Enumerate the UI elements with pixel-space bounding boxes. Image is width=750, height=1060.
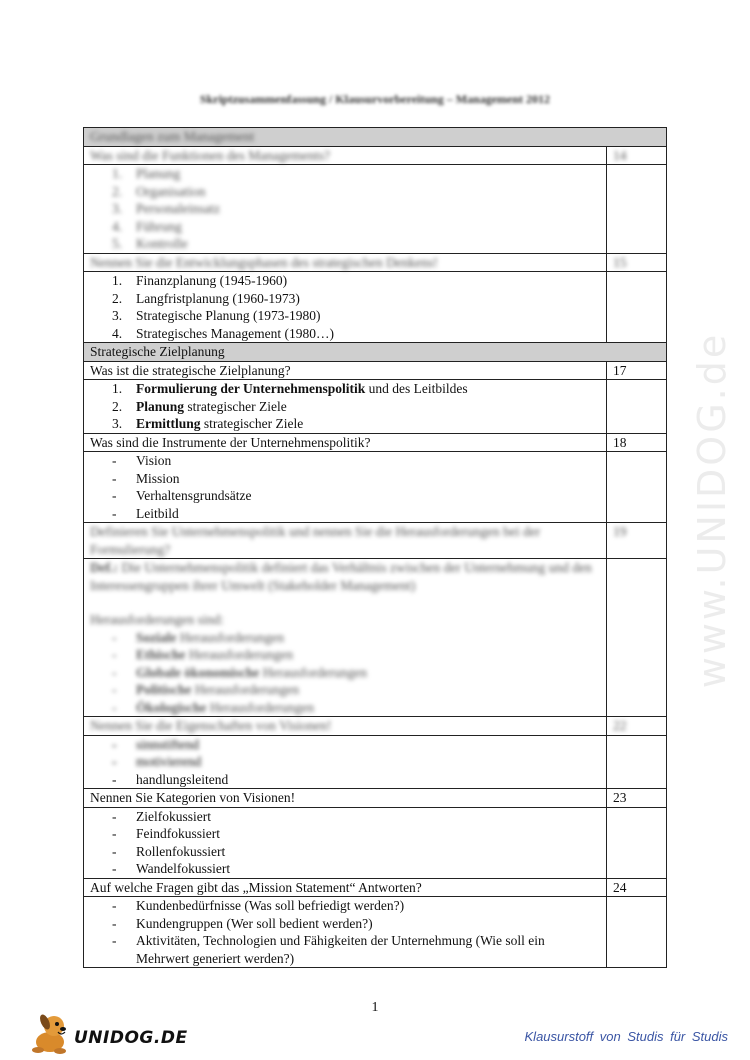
list-item bbox=[90, 218, 600, 236]
list-item-bold: Formulierung der Unternehmenspolitik bbox=[136, 381, 366, 396]
list-marker: 2. bbox=[112, 290, 123, 306]
list-item bbox=[90, 452, 600, 470]
question-cell bbox=[84, 717, 607, 736]
watermark: www.UNIDOG.de bbox=[690, 331, 734, 689]
answer-content bbox=[90, 165, 600, 253]
list-item-text: Vision bbox=[136, 453, 172, 468]
question-row bbox=[84, 717, 667, 736]
list-item bbox=[90, 736, 600, 754]
list-item-bold: Politische bbox=[136, 682, 192, 697]
question-cell bbox=[84, 253, 607, 272]
list-item-text: Organisation bbox=[136, 183, 206, 199]
answer-row bbox=[84, 735, 667, 789]
list-item bbox=[90, 825, 600, 843]
answer-row bbox=[84, 559, 667, 717]
question-row bbox=[84, 253, 667, 272]
list-item bbox=[90, 470, 600, 488]
list-marker: 1. bbox=[112, 273, 123, 288]
list-item bbox=[90, 325, 600, 343]
question-cell bbox=[84, 523, 607, 559]
page-ref: 22 bbox=[613, 718, 627, 733]
list-item-text: Mission bbox=[136, 470, 180, 486]
challenge-list bbox=[90, 629, 600, 717]
list-item-text: motivierend bbox=[136, 754, 202, 769]
list-marker: - bbox=[112, 915, 117, 931]
page-ref-cell bbox=[607, 789, 667, 808]
list-marker: - bbox=[112, 682, 117, 697]
question-cell bbox=[84, 433, 607, 452]
list-marker: - bbox=[112, 699, 117, 715]
answer-page-cell bbox=[607, 559, 667, 717]
list-item-bold: Soziale bbox=[136, 629, 177, 645]
list-item bbox=[90, 380, 600, 398]
answer-page-cell bbox=[607, 380, 667, 434]
list-item bbox=[90, 235, 600, 253]
list-item bbox=[90, 505, 600, 523]
question-text: Nennen Sie Kategorien von Visionen! bbox=[90, 790, 296, 805]
list-item-text: Führung bbox=[136, 218, 182, 234]
page-ref-cell bbox=[607, 146, 667, 165]
list-item-text: Zielfokussiert bbox=[136, 808, 211, 824]
bullet-list bbox=[90, 808, 600, 878]
list-item bbox=[90, 808, 600, 826]
list-item-text: Langfristplanung (1960-1973) bbox=[136, 290, 300, 306]
list-marker: 3. bbox=[112, 308, 123, 323]
list-marker: - bbox=[112, 505, 117, 521]
page-ref: 14 bbox=[613, 147, 627, 163]
list-item-text: Strategisches Management (1980…) bbox=[136, 325, 334, 341]
question-cell bbox=[84, 878, 607, 897]
answer-cell bbox=[84, 735, 607, 789]
list-marker: - bbox=[112, 754, 117, 769]
numbered-list bbox=[90, 272, 600, 342]
list-marker: 2. bbox=[112, 183, 123, 199]
question-row bbox=[84, 878, 667, 897]
subheading: Herausforderungen sind: bbox=[90, 612, 224, 627]
list-item-text: strategischer Ziele bbox=[200, 416, 304, 431]
list-item bbox=[90, 398, 600, 416]
question-text: Was ist die strategische Zielplanung? bbox=[90, 362, 291, 378]
list-item bbox=[90, 771, 600, 789]
page-ref-cell bbox=[607, 523, 667, 559]
section-row bbox=[84, 343, 667, 362]
list-item bbox=[90, 487, 600, 505]
section-heading bbox=[84, 128, 667, 147]
page-ref: 19 bbox=[613, 524, 627, 539]
list-item bbox=[90, 860, 600, 878]
list-item-text: Wandelfokussiert bbox=[136, 861, 231, 876]
footer-slogan: Klausurstoff von Studis für Studis bbox=[524, 1029, 728, 1044]
list-item-text: Herausforderungen bbox=[191, 682, 300, 697]
list-item bbox=[90, 183, 600, 201]
answer-cell bbox=[84, 380, 607, 434]
section-heading-text: Grundlagen zum Management bbox=[90, 129, 255, 144]
section-heading-text: Strategische Zielplanung bbox=[90, 344, 225, 359]
list-marker: 3. bbox=[112, 201, 123, 216]
answer-row bbox=[84, 452, 667, 523]
dog-mascot-icon bbox=[28, 1012, 74, 1054]
definition-text: Die Unternehmenspolitik definiert das Verhältnis zwischen der Unternehmung und den Interessengruppen ihrer Umwelt (Stakeholder Management) bbox=[90, 560, 592, 593]
list-item bbox=[90, 932, 600, 967]
list-item bbox=[90, 272, 600, 290]
question-row bbox=[84, 433, 667, 452]
list-item-text: Herausforderungen bbox=[259, 664, 367, 680]
list-marker: - bbox=[112, 736, 117, 752]
list-marker: - bbox=[112, 453, 117, 468]
question-text: Nennen Sie die Entwicklungsphasen des strategischen Denkens! bbox=[90, 254, 438, 270]
answer-page-cell bbox=[607, 807, 667, 878]
list-item-text: Finanzplanung (1945-1960) bbox=[136, 273, 288, 288]
list-item bbox=[90, 897, 600, 915]
list-marker: 1. bbox=[112, 166, 123, 181]
answer-page-cell bbox=[607, 897, 667, 968]
list-marker: 2. bbox=[112, 398, 123, 414]
list-marker: - bbox=[112, 647, 117, 662]
page-ref-cell bbox=[607, 361, 667, 380]
list-item-text: handlungsleitend bbox=[136, 771, 229, 787]
list-marker: - bbox=[112, 861, 117, 876]
numbered-list bbox=[90, 165, 600, 253]
answer-row bbox=[84, 380, 667, 434]
list-item bbox=[90, 200, 600, 218]
question-row bbox=[84, 789, 667, 808]
list-item bbox=[90, 915, 600, 933]
definition-label: Def.: bbox=[90, 560, 119, 575]
list-item-text: Kundenbedürfnisse (Was soll befriedigt werden?) bbox=[136, 898, 405, 913]
answer-content bbox=[90, 272, 600, 342]
question-row bbox=[84, 146, 667, 165]
list-item-text: Kundengruppen (Wer soll bedient werden?) bbox=[136, 915, 373, 931]
bullet-list bbox=[90, 897, 600, 967]
list-marker: - bbox=[112, 898, 117, 913]
question-text: Definieren Sie Unternehmenspolitik und nennen Sie die Herausforderungen bei der Formulierung? bbox=[90, 524, 541, 557]
list-item-text: und des Leitbildes bbox=[365, 381, 468, 396]
list-item-text: Rollenfokussiert bbox=[136, 843, 226, 859]
list-item bbox=[90, 753, 600, 771]
list-item-text: Strategische Planung (1973-1980) bbox=[136, 308, 321, 323]
list-item-bold: Ethische bbox=[136, 647, 186, 662]
list-item bbox=[90, 415, 600, 433]
question-cell bbox=[84, 789, 607, 808]
answer-page-cell bbox=[607, 735, 667, 789]
answer-cell bbox=[84, 807, 607, 878]
list-item bbox=[90, 165, 600, 183]
list-marker: - bbox=[112, 470, 117, 486]
list-marker: - bbox=[112, 771, 117, 787]
question-text: Auf welche Fragen gibt das „Mission Statement“ Antworten? bbox=[90, 879, 422, 895]
list-item-text: strategischer Ziele bbox=[184, 398, 287, 414]
list-marker: 5. bbox=[112, 236, 123, 251]
list-item-text: Kontrolle bbox=[136, 236, 188, 251]
answer-row bbox=[84, 897, 667, 968]
answer-content bbox=[90, 452, 600, 522]
answer-row bbox=[84, 165, 667, 254]
question-cell bbox=[84, 146, 607, 165]
list-marker: 3. bbox=[112, 416, 123, 431]
list-item-bold: Ökologische bbox=[136, 699, 207, 715]
question-text: Was sind die Instrumente der Unternehmenspolitik? bbox=[90, 434, 371, 450]
list-item-text: Planung bbox=[136, 166, 181, 181]
list-marker: - bbox=[112, 808, 117, 824]
definition bbox=[90, 559, 600, 594]
list-item-text: Herausforderungen bbox=[185, 647, 294, 662]
answer-cell bbox=[84, 272, 607, 343]
answer-page-cell bbox=[607, 452, 667, 523]
list-item bbox=[90, 629, 600, 647]
answer-row bbox=[84, 272, 667, 343]
question-cell bbox=[84, 361, 607, 380]
list-item-text: Feindfokussiert bbox=[136, 826, 220, 841]
page-ref-cell bbox=[607, 253, 667, 272]
page-ref: 23 bbox=[613, 790, 627, 805]
bullet-list bbox=[90, 736, 600, 789]
list-item-bold: Planung bbox=[136, 398, 185, 414]
list-item-text: Herausforderungen bbox=[206, 699, 315, 715]
list-marker: 1. bbox=[112, 381, 123, 396]
list-item bbox=[90, 290, 600, 308]
question-text: Was sind die Funktionen des Managements? bbox=[90, 147, 330, 163]
list-item bbox=[90, 681, 600, 699]
list-item-text: Verhaltensgrundsätze bbox=[136, 488, 252, 503]
document-title: Skriptzusammenfassung / Klausurvorbereitung – Management 2012 bbox=[199, 92, 551, 106]
answer-content bbox=[90, 736, 600, 789]
answer-cell bbox=[84, 452, 607, 523]
section-row bbox=[84, 128, 667, 147]
summary-table bbox=[83, 127, 667, 968]
page-ref: 24 bbox=[613, 879, 627, 895]
answer-content bbox=[90, 897, 600, 967]
numbered-list bbox=[90, 380, 600, 433]
list-item bbox=[90, 646, 600, 664]
list-marker: 4. bbox=[112, 325, 123, 341]
answer-content bbox=[90, 559, 600, 716]
list-item-text: Leitbild bbox=[136, 505, 179, 521]
list-marker: - bbox=[112, 664, 117, 680]
answer-cell bbox=[84, 897, 607, 968]
question-text: Nennen Sie die Eigenschaften von Visionen! bbox=[90, 718, 332, 733]
page-ref-cell bbox=[607, 433, 667, 452]
question-row bbox=[84, 523, 667, 559]
answer-page-cell bbox=[607, 165, 667, 254]
list-item bbox=[90, 843, 600, 861]
question-row bbox=[84, 361, 667, 380]
list-marker: 4. bbox=[112, 218, 123, 234]
list-marker: - bbox=[112, 826, 117, 841]
answer-row bbox=[84, 807, 667, 878]
answer-content bbox=[90, 380, 600, 433]
list-marker: - bbox=[112, 933, 117, 948]
answer-content bbox=[90, 808, 600, 878]
list-item-bold: Ermittlung bbox=[136, 416, 201, 431]
answer-page-cell bbox=[607, 272, 667, 343]
list-item bbox=[90, 699, 600, 717]
list-item bbox=[90, 307, 600, 325]
list-marker: - bbox=[112, 843, 117, 859]
section-heading bbox=[84, 343, 667, 362]
answer-cell bbox=[84, 559, 607, 717]
list-item-text: Personaleinsatz bbox=[136, 201, 220, 216]
unidog-logo bbox=[28, 1012, 188, 1054]
list-item-text: Aktivitäten, Technologien und Fähigkeiten der Unternehmung (Wie soll ein Mehrwert generiert werden?) bbox=[136, 933, 545, 966]
page-number: 1 bbox=[371, 1000, 379, 1015]
list-item-bold: Globale ökonomische bbox=[136, 664, 260, 680]
list-item-text: sinnstiftend bbox=[136, 736, 199, 752]
list-item-text: Herausforderungen bbox=[176, 629, 285, 645]
answer-cell bbox=[84, 165, 607, 254]
page-ref-cell bbox=[607, 878, 667, 897]
logo-text: UNIDOG.DE bbox=[74, 1028, 188, 1048]
page-ref: 15 bbox=[613, 254, 627, 270]
page-ref-cell bbox=[607, 717, 667, 736]
page-ref: 17 bbox=[613, 362, 627, 378]
list-marker: - bbox=[112, 488, 117, 503]
list-marker: - bbox=[112, 629, 117, 645]
list-item bbox=[90, 664, 600, 682]
page-ref: 18 bbox=[613, 434, 627, 450]
bullet-list bbox=[90, 452, 600, 522]
